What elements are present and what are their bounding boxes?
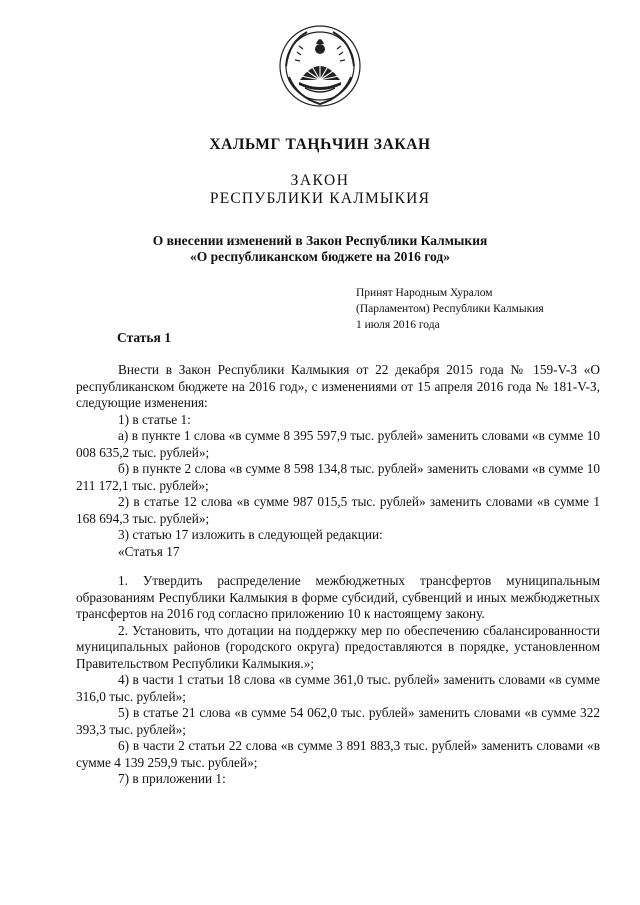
adoption-line-1: Принят Народным Хуралом bbox=[356, 287, 493, 299]
paragraph: 5) в статье 21 слова «в сумме 54 062,0 тыс. рублей» заменить словами «в сумме 322 393,3 тыс. рублей»; bbox=[76, 705, 600, 737]
republic-label: РЕСПУБЛИКИ КАЛМЫКИЯ bbox=[209, 190, 431, 207]
article-body bbox=[76, 362, 600, 788]
adoption-note bbox=[356, 285, 544, 333]
kalmyk-law-title: ХАЛЬМГ ТАҢҺЧИН ЗАКАН bbox=[209, 136, 431, 153]
paragraph: 7) в приложении 1: bbox=[118, 771, 226, 786]
paragraph: 4) в части 1 статьи 18 слова «в сумме 361,0 тыс. рублей» заменить словами «в сумме 316,0 тыс. рублей»; bbox=[76, 672, 600, 704]
paragraph: 2) в статье 12 слова «в сумме 987 015,5 тыс. рублей» заменить словами «в сумме 1 168 694,3 тыс. рублей»; bbox=[76, 494, 600, 526]
paragraph: Внести в Закон Республики Калмыкия от 22 декабря 2015 года № 159-V-З «О республиканском бюджете на 2016 год», с изменениями от 15 апреля 2016 года № 181-V-З, следующие изменения: bbox=[76, 362, 600, 410]
adoption-line-3: 1 июля 2016 года bbox=[356, 319, 440, 331]
paragraph: 1. Утвердить распределение межбюджетных трансфертов муниципальным образованиям Республики Калмыкия в форме субсидий, субвенций и иных межбюджетных трансфертов на 2016 год согласно приложению 10 к настоящему закону. bbox=[76, 573, 600, 621]
paragraph: 2. Установить, что дотации на поддержку мер по обеспечению сбалансированности муниципальных районов (городского округа) предоставляются в порядке, установленном Правительством Республики Калмыкия.»; bbox=[76, 622, 600, 671]
paragraph: а) в пункте 1 слова «в сумме 8 395 597,9 тыс. рублей» заменить словами «в сумме 10 008 635,2 тыс. рублей»; bbox=[76, 428, 600, 460]
paragraph: 1) в статье 1: bbox=[118, 411, 191, 427]
law-label: ЗАКОН bbox=[290, 172, 350, 189]
paragraph: б) в пункте 2 слова «в сумме 8 598 134,8 тыс. рублей» заменить словами «в сумме 10 211 172,1 тыс. рублей»; bbox=[76, 461, 600, 493]
paragraph: «Статья 17 bbox=[118, 543, 180, 559]
paragraph: 6) в части 2 статьи 22 слова «в сумме 3 891 883,3 тыс. рублей» заменить словами «в сумме 4 139 259,9 тыс. рублей»; bbox=[76, 738, 600, 770]
paragraph: 3) статью 17 изложить в следующей редакции: bbox=[118, 527, 383, 542]
law-title-line-1: О внесении изменений в Закон Республики Калмыкия bbox=[152, 233, 488, 248]
adoption-line-2: (Парламентом) Республики Калмыкия bbox=[356, 303, 544, 315]
kalmykia-coat-of-arms-icon bbox=[277, 22, 363, 110]
article-heading: Статья 1 bbox=[117, 330, 171, 345]
law-title-line-2: «О республиканском бюджете на 2016 год» bbox=[190, 249, 450, 264]
